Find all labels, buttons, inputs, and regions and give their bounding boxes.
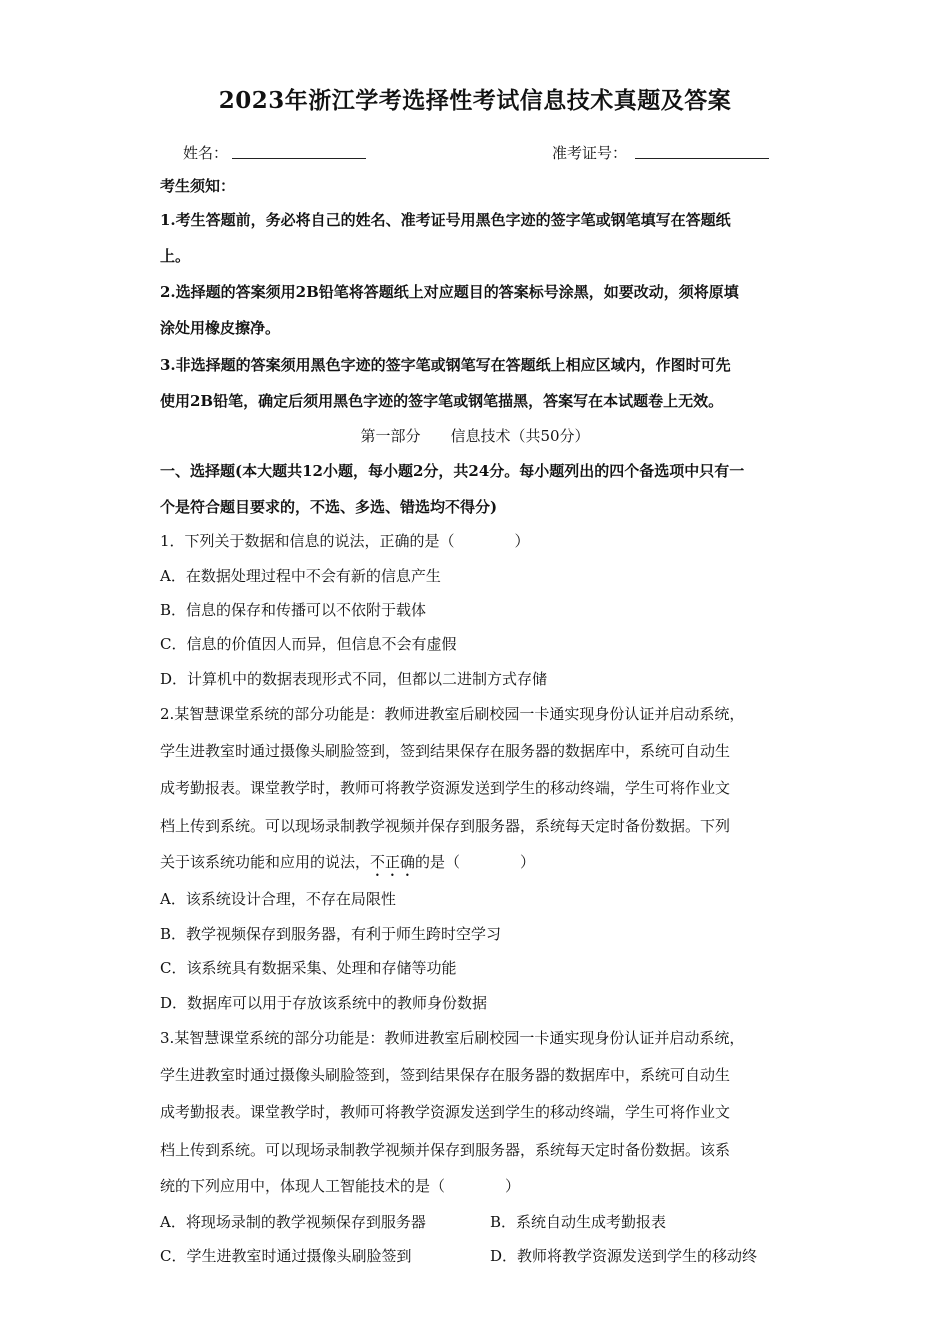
question-3-option-c: C．学生进教室时通过摄像头刷脸签到 <box>160 1247 412 1265</box>
question-2-stem-line: 档上传到系统。可以现场录制教学视频并保存到服务器，系统每天定时备份数据。下列 <box>160 817 731 835</box>
page-title: 2023年浙江学考选择性考试信息技术真题及答案 <box>218 87 732 114</box>
notice-line: 涂处用橡皮擦净。 <box>160 319 281 337</box>
notice-line: 1.考生答题前，务必将自己的姓名、准考证号用黑色字迹的签字笔或钢笔填写在答题纸 <box>160 211 731 229</box>
question-2-stem-text: 的是（ ） <box>415 853 536 871</box>
question-2-stem-line: 学生进教室时通过摄像头刷脸签到，签到结果保存在服务器的数据库中，系统可自动生 <box>160 742 731 760</box>
question-2-option-a: A．该系统设计合理，不存在局限性 <box>160 890 396 908</box>
question-3-stem-line: 档上传到系统。可以现场录制教学视频并保存到服务器，系统每天定时备份数据。该系 <box>160 1141 731 1159</box>
question-3-stem-line: 学生进教室时通过摄像头刷脸签到，签到结果保存在服务器的数据库中，系统可自动生 <box>160 1066 731 1084</box>
question-2-option-b: B．教学视频保存到服务器，有利于师生跨时空学习 <box>160 925 502 943</box>
exam-id-field[interactable] <box>635 158 769 159</box>
question-1-option-b: B．信息的保存和传播可以不依附于载体 <box>160 601 427 619</box>
exam-id-label: 准考证号： <box>552 144 628 162</box>
section-title: 第一部分 信息技术（共50分） <box>360 427 590 445</box>
question-2-stem-line: 2.某智慧课堂系统的部分功能是：教师进教室后刷校园一卡通实现身份认证并启动系统， <box>160 705 745 723</box>
notice-line: 上。 <box>160 247 191 265</box>
question-3-option-a: A．将现场录制的教学视频保存到服务器 <box>160 1213 426 1231</box>
notice-heading: 考生须知： <box>160 177 236 195</box>
section-instruction: 个是符合题目要求的，不选、多选、错选均不得分) <box>160 498 498 516</box>
question-2-option-d: D．数据库可以用于存放该系统中的教师身份数据 <box>160 994 488 1012</box>
question-3-option-d: D．教师将教学资源发送到学生的移动终 <box>490 1247 758 1265</box>
name-field[interactable] <box>232 158 366 159</box>
question-2-stem-line: 成考勤报表。课堂教学时，教师可将教学资源发送到学生的移动终端，学生可将作业文 <box>160 779 731 797</box>
notice-line: 2.选择题的答案须用2B铅笔将答题纸上对应题目的答案标号涂黑，如要改动，须将原填 <box>160 283 739 301</box>
question-1-option-c: C．信息的价值因人而异，但信息不会有虚假 <box>160 635 457 653</box>
section-instruction: 一、选择题(本大题共12小题，每小题2分，共24分。每小题列出的四个备选项中只有一 <box>160 462 745 480</box>
question-2-option-c: C．该系统具有数据采集、处理和存储等功能 <box>160 959 457 977</box>
question-2-stem-line <box>160 852 800 880</box>
question-2-stem-text: 关于该系统功能和应用的说法， <box>160 853 371 871</box>
question-3-stem-line: 3.某智慧课堂系统的部分功能是：教师进教室后刷校园一卡通实现身份认证并启动系统， <box>160 1029 745 1047</box>
question-1-option-a: A．在数据处理过程中不会有新的信息产生 <box>160 567 441 585</box>
question-3-stem-line: 统的下列应用中，体现人工智能技术的是（ ） <box>160 1177 521 1195</box>
question-3-option-b: B．系统自动生成考勤报表 <box>490 1213 667 1231</box>
notice-line: 使用2B铅笔，确定后须用黑色字迹的签字笔或钢笔描黑，答案写在本试题卷上无效。 <box>160 392 724 410</box>
name-label: 姓名： <box>183 144 229 162</box>
question-1-option-d: D．计算机中的数据表现形式不同，但都以二进制方式存储 <box>160 670 548 688</box>
emphasized-word: 不正确 <box>370 853 416 871</box>
notice-line: 3.非选择题的答案须用黑色字迹的签字笔或钢笔写在答题纸上相应区域内，作图时可先 <box>160 356 731 374</box>
question-1-stem: 1．下列关于数据和信息的说法，正确的是（ ） <box>160 532 530 550</box>
question-3-stem-line: 成考勤报表。课堂教学时，教师可将教学资源发送到学生的移动终端，学生可将作业文 <box>160 1103 731 1121</box>
